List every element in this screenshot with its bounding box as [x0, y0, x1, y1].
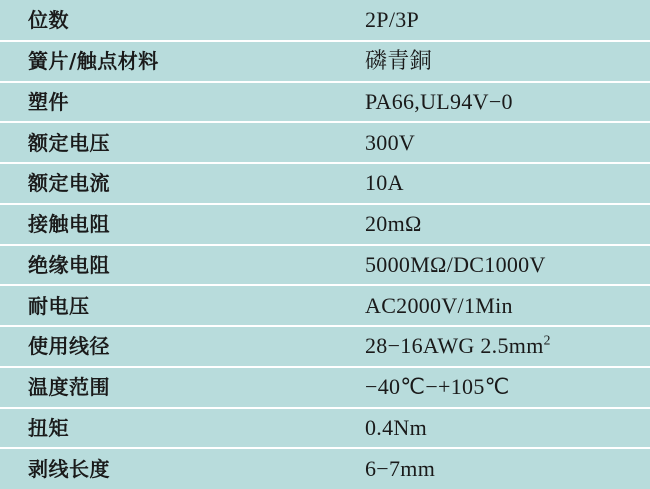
- spec-value-text: 磷青銅: [365, 48, 432, 74]
- spec-value: [333, 163, 650, 204]
- spec-label: 接触电阻: [0, 204, 333, 245]
- table-row: [0, 326, 650, 367]
- spec-value-text: 10A: [365, 170, 404, 196]
- spec-value: [333, 0, 650, 41]
- table-row: [0, 41, 650, 82]
- table-row: [0, 408, 650, 449]
- spec-value-text: 300V: [365, 129, 416, 155]
- spec-value: [333, 408, 650, 449]
- spec-value-text: −40℃−+105℃: [365, 374, 510, 400]
- table-row: [0, 448, 650, 489]
- spec-value-text: PA66,UL94V−0: [365, 88, 513, 114]
- table-row: [0, 204, 650, 245]
- spec-value-text: 20mΩ: [365, 211, 422, 237]
- spec-value: [333, 204, 650, 245]
- spec-value: [333, 122, 650, 163]
- spec-value: [333, 82, 650, 123]
- table-row: [0, 163, 650, 204]
- spec-value-text: AC2000V/1Min: [365, 292, 513, 318]
- spec-label: 扭矩: [0, 408, 333, 449]
- spec-label: 额定电压: [0, 122, 333, 163]
- spec-label: 温度范围: [0, 367, 333, 408]
- spec-label: 剥线长度: [28, 457, 110, 482]
- spec-value: [333, 448, 650, 489]
- spec-value-text: 0.4Nm: [365, 414, 427, 440]
- spec-label: 塑件: [0, 82, 333, 123]
- spec-value: [333, 285, 650, 326]
- spec-label: 使用线径: [0, 326, 333, 367]
- spec-value: [333, 326, 650, 367]
- spec-label: 绝缘电阻: [0, 245, 333, 286]
- spec-value-text: 28−16AWG 2.5mm: [365, 333, 544, 359]
- spec-value-superscript: 2: [543, 332, 551, 348]
- spec-label: 簧片/触点材料: [0, 41, 333, 82]
- spec-label: 额定电流: [0, 163, 333, 204]
- spec-value-text: 2P/3P: [365, 6, 420, 32]
- spec-value-text: 5000MΩ/DC1000V: [365, 251, 546, 277]
- spec-value: [333, 41, 650, 82]
- table-row: [0, 122, 650, 163]
- table-row: [0, 285, 650, 326]
- spec-label: 位数: [0, 0, 333, 41]
- table-row: [0, 367, 650, 408]
- table-row: [0, 0, 650, 41]
- spec-value: [333, 245, 650, 286]
- spec-value-text: 6−7mm: [365, 456, 436, 482]
- spec-label: 耐电压: [0, 285, 333, 326]
- table-row: [0, 82, 650, 123]
- spec-value: [333, 367, 650, 408]
- table-row: [0, 245, 650, 286]
